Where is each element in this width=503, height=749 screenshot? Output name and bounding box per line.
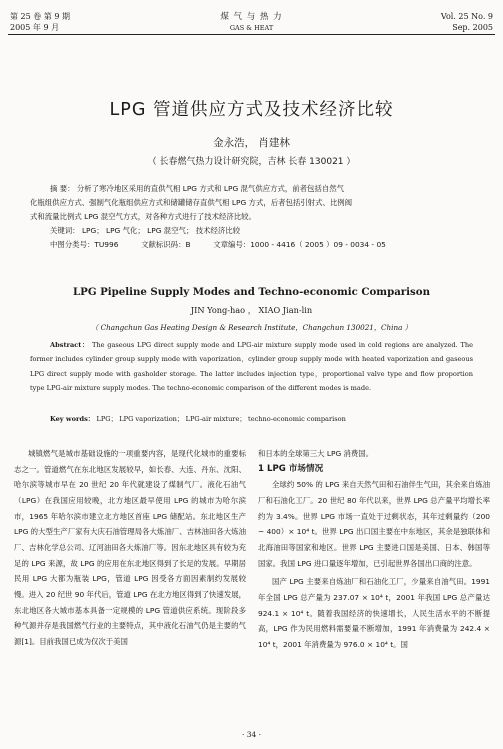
paper-authors: 金永浩， 肖建林 <box>213 137 290 149</box>
journal-name-cn: 煤 气 与 热 力 <box>220 12 283 22</box>
keywords-cn-text: LPG； LPG 气化； LPG 混空气； 技术经济比较 <box>81 226 241 235</box>
classification-line <box>30 238 473 252</box>
body-column-right <box>258 446 490 653</box>
english-keywords <box>30 413 473 425</box>
article-no-value: 1000 - 4416（ 2005 ）09 - 0034 - 05 <box>250 240 386 249</box>
page-number: · 34 · <box>241 730 262 739</box>
keywords-cn-label: 关键词： <box>50 226 80 235</box>
body-column-left <box>14 446 246 650</box>
english-abstract <box>30 338 473 396</box>
abstract-cn-text3: 式和流量比例式 LPG 混空气方式，对各种方式进行了技术经济比较。 <box>30 212 256 221</box>
abstract-cn-text2: 化瓶组供应方式、强制气化瓶组供应方式和储罐储存直供气相 LPG 方式，后者包括引射式、比例阀 <box>30 198 353 207</box>
section-heading: 1 LPG 市场情况 <box>258 463 324 474</box>
article-no-label: 文章编号： <box>213 240 251 249</box>
doc-code-value: B <box>185 240 191 249</box>
body-paragraph: 城镇燃气是城市基础设施的一项重要内容，是现代化城市的重要标志之一。管道燃气在东北地区发展较早，如长春、大连、丹东、沈阳、哈尔滨等城市早在 20 世纪 20 年代就建设了煤制气厂。液化石油气（LPG）在我国应用较晚，北方地区最早使用 LPG 的城市为哈尔滨市，1965 年哈尔滨市建立北方地区首座 LPG 储配站。东北地区生产 LPG 的大型生产厂家有大庆石油管理局各大炼油厂、吉林油田各大炼油厂、吉林化学总公司、辽河油田各大炼油厂等。因东北地区具有较为充足的 LPG 来源，故 LPG 的应用在东北地区得到了长足的发展。早期居民用 LPG 大都为瓶装 LPG，管道 LPG 因受各方面因素制约发展较慢。进入 20 纪世 90 年代后，管道 LPG 在北方地区得到了快速发展，东北地区各大城市基本具备一定规模的 LPG 管道供应系统。现阶段多种气源并存是我国燃气行业的主要特点，其中液化石油气仍是主要的气源[1]。目前我国已成为仅次于美国 <box>14 449 246 646</box>
english-title: LPG Pipeline Supply Modes and Techno-economic Comparison <box>73 286 430 298</box>
abstract-cn <box>30 182 473 252</box>
clc-label: 中图分类号： <box>50 240 95 249</box>
abstract-cn-text1: 分析了寒冷地区采用的直供气相 LPG 方式和 LPG 混气供应方式，前者包括自然气 <box>76 184 345 193</box>
journal-volume-issue: 第 25 卷 第 9 期 <box>10 12 70 21</box>
english-abstract-text: The gaseous LPG direct supply mode and LPG-air mixture supply mode used in cold regions are analyzed. The former includes cylinder group supply mode with vaporization，cylinder group supply mode with heated vaporization and gaseous LPG direct supply mode with gasholder storage. The latter includes injection type，proportional valve type and flow proportion type LPG-air mixture supply modes. The techno-economic comparison of the different modes is made. <box>30 341 473 393</box>
header-rule <box>8 34 495 35</box>
english-keywords-label: Key words： <box>50 415 95 423</box>
keywords-cn <box>30 224 473 238</box>
journal-name-en: GAS & HEAT <box>229 24 274 32</box>
doc-code-label: 文献标识码： <box>141 240 186 249</box>
english-abstract-label: Abstract： <box>50 341 90 349</box>
english-affiliation: （ Changchun Gas Heating Design & Research Institute，Changchun 130021，China ） <box>91 323 412 332</box>
journal-date-en: Sep. 2005 <box>452 23 493 32</box>
paper-title: LPG 管道供应方式及技术经济比较 <box>109 100 394 120</box>
body-paragraph: 全球约 50% 的 LPG 来自天然气田和石油伴生气田，其余来自炼油厂和石油化工厂。20 世纪 80 年代以来，世界 LPG 总产量平均增长率约为 3.4%。世界 LPG 市场一直处于过剩状态，其年过剩量约（200 ~ 400）× 10⁴ t。世界 LPG 出口国主要在中东地区，其余是独联体和北海油田等国家和地区。世界 LPG 主要进口国是美国、日本、韩国等国家。我国 LPG 进口量逐年增加，已引起世界各国出口商的注意。 <box>258 480 490 568</box>
clc-value: TU996 <box>94 240 119 249</box>
body-paragraph: 国产 LPG 主要来自炼油厂和石油化工厂，少量来自油气田。1991 年全国 LPG 总产量为 237.07 × 10⁴ t，2001 年我国 LPG 总产量达 924.1 × 10⁴ t。随着我国经济的快速增长，人民生活水平的不断提高，LPG 作为民用燃料需要量不断增加，1991 年消费量为 242.4 × 10⁴ t，2001 年消费量为 976.0 × 10⁴ t。国 <box>258 577 490 649</box>
journal-date: 2005 年 9 月 <box>10 23 60 32</box>
paper-affiliation: （ 长春燃气热力设计研究院，吉林 长春 130021 ） <box>147 157 356 167</box>
english-keywords-text: LPG； LPG vaporization； LPG-air mixture； techno-economic comparison <box>96 415 346 423</box>
abstract-cn-line1 <box>30 182 473 196</box>
body-paragraph: 和日本的全球第三大 LPG 消费国。 <box>258 449 374 458</box>
journal-volume-en: Vol. 25 No. 9 <box>440 12 493 21</box>
abstract-cn-label: 摘 要： <box>50 184 75 193</box>
english-authors: JIN Yong-hao ， XIAO Jian-lin <box>190 305 313 315</box>
